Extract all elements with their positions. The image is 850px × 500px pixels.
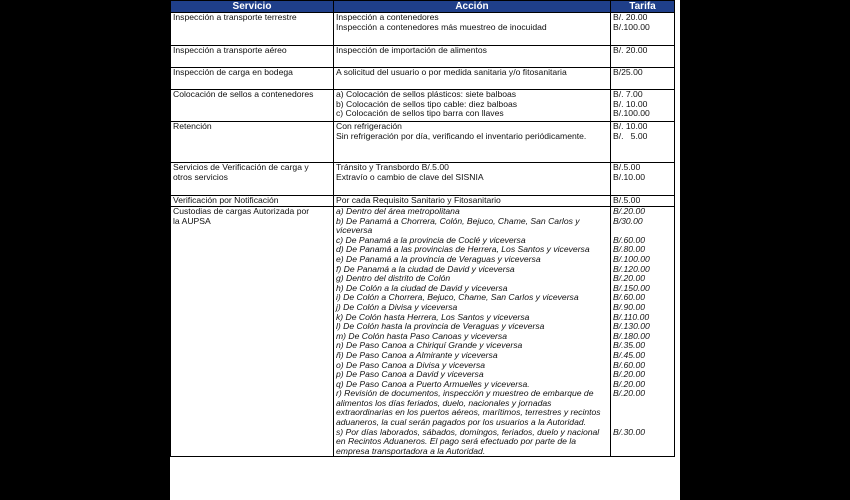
accion-text: Por cada Requisito Sanitario y Fitosanitario	[336, 196, 501, 205]
tarifa-cell	[611, 68, 675, 90]
tarifa-value: B/.100.00	[613, 22, 650, 32]
accion-cell	[334, 68, 611, 90]
accion-cell	[334, 196, 611, 207]
tarifa-value: B/.30.00	[613, 427, 646, 437]
servicio-cell	[171, 196, 334, 207]
table-row	[171, 90, 675, 122]
servicio-text: Inspección a transporte terrestre	[173, 13, 297, 22]
tarifa-cell	[611, 207, 675, 457]
servicio-cell	[171, 207, 334, 457]
accion-text: Inspección a contenedores más muestreo de inocuidad	[336, 22, 547, 32]
custodia-item: b) De Panamá a Chorrera, Colón, Bejuco, Chame, San Carlos y viceversa	[336, 215, 580, 236]
custodia-item: n) De Paso Canoa a Chiriquí Grande y viceversa	[336, 340, 523, 351]
tarifa-value: B/30.00	[613, 216, 643, 226]
servicio-cell	[171, 122, 334, 163]
custodia-item: s) Por días laborados, sábados, domingos, feriados, duelo y nacional en Recintos Aduaneros. El pago será efectuado por parte de la empresa transportadora a la Autoridad.	[336, 426, 600, 456]
custodia-item: l) De Colón hasta la provincia de Veraguas y viceversa	[336, 321, 545, 332]
tarifa-value: B/.35.00	[613, 341, 646, 351]
servicio-cell	[171, 46, 334, 68]
header-tarifa: Tarifa	[611, 1, 675, 13]
tarifa-cell	[611, 122, 675, 163]
tarifa-value: B/.110.00	[613, 312, 650, 322]
tarifa-value: B/.20.00	[613, 274, 646, 284]
tarifa-value: B/.5.00	[613, 163, 641, 172]
tarifa-value: B/.60.00	[613, 293, 646, 303]
tarifa-cell	[611, 196, 675, 207]
accion-text: b) Colocación de sellos tipo cable: diez balboas	[336, 99, 518, 109]
tarifa-value: B/. 20.00	[613, 46, 648, 55]
accion-cell	[334, 163, 611, 196]
tarifa-value: B/.150.00	[613, 283, 650, 293]
accion-text: Inspección de importación de alimentos	[336, 46, 487, 55]
accion-text: Con refrigeración	[336, 122, 402, 131]
tarifa-value: B/.5.00	[613, 196, 641, 205]
servicio-text: Retención	[173, 122, 212, 131]
tarifa-value: B/.20.00	[613, 389, 646, 399]
custodia-item: o) De Paso Canoa a Divisa y viceversa	[336, 359, 486, 370]
custodia-item: k) De Colón hasta Herrera, Los Santos y viceversa	[336, 311, 530, 322]
custodia-item: ñ) De Paso Canoa a Almirante y viceversa	[336, 349, 498, 360]
accion-text: A solicitud del usuario o por medida sanitaria y/o fitosanitaria	[336, 68, 567, 77]
accion-cell	[334, 90, 611, 122]
tarifa-value: B/.60.00	[613, 235, 646, 245]
tariff-table	[170, 0, 675, 457]
accion-cell	[334, 13, 611, 46]
servicio-text: Inspección a transporte aéreo	[173, 46, 287, 55]
tarifa-value: B/.100.00	[613, 109, 650, 119]
header-servicio: Servicio	[171, 1, 334, 13]
tarifa-value: B/. 20.00	[613, 13, 648, 22]
custodia-item: h) De Colón a la ciudad de David y viceversa	[336, 282, 508, 293]
tarifa-cell	[611, 163, 675, 196]
custodia-item: m) De Colón hasta Paso Canoas y viceversa	[336, 330, 507, 341]
tarifa-value: B/.20.00	[613, 207, 646, 216]
tarifa-value: B/. 5.00	[613, 131, 648, 141]
table-row	[171, 122, 675, 163]
tarifa-value: B/. 10.00	[613, 122, 648, 131]
custodia-item: f) De Panamá a la ciudad de David y viceversa	[336, 263, 515, 274]
servicio-cell	[171, 90, 334, 122]
servicio-text: Inspección de carga en bodega	[173, 68, 293, 77]
table-row	[171, 207, 675, 457]
accion-text: Tránsito y Transbordo B/.5.00	[336, 163, 449, 172]
accion-cell	[334, 207, 611, 457]
tarifa-value: B/25.00	[613, 68, 643, 77]
tarifa-value: B/.45.00	[613, 350, 646, 360]
custodia-item: r) Revisión de documentos, inspección y muestreo de embarque de alimentos los días feriados, duelo, nacionales y jornadas extraordinarias en los puertos aéreos, marítimos, terrestres y recintos aduaneros, la cual serán pagados por los usuarios a la Autoridad.	[336, 388, 601, 428]
accion-text: Inspección a contenedores	[336, 13, 439, 22]
servicio-text: Verificación por Notificación	[173, 196, 279, 205]
accion-text: Extravío o cambio de clave del SISNIA	[336, 172, 484, 182]
table-row	[171, 46, 675, 68]
tarifa-value: B/.10.00	[613, 172, 646, 182]
tarifa-value: B/.130.00	[613, 322, 650, 332]
tarifa-value: B/.120.00	[613, 264, 650, 274]
servicio-cell	[171, 13, 334, 46]
tarifa-value: B/.90.00	[613, 302, 646, 312]
table-row	[171, 13, 675, 46]
custodia-item: p) De Paso Canoa a David y viceversa	[336, 369, 484, 380]
header-accion: Acción	[334, 1, 611, 13]
tarifa-value: B/.180.00	[613, 331, 650, 341]
servicio-text: otros servicios	[173, 172, 228, 182]
tarifa-cell	[611, 13, 675, 46]
accion-text: c) Colocación de sellos tipo barra con llaves	[336, 109, 504, 119]
tarifa-value: B/.100.00	[613, 254, 650, 264]
accion-text: a) Colocación de sellos plásticos: siete balboas	[336, 90, 517, 99]
custodia-item: e) De Panamá a la provincia de Veraguas y viceversa	[336, 253, 541, 264]
accion-cell	[334, 122, 611, 163]
custodia-item: i) De Colón a Chorrera, Bejuco, Chame, San Carlos y viceversa	[336, 292, 579, 303]
custodia-item: g) Dentro del distrito de Colón	[336, 273, 451, 284]
servicio-text: la AUPSA	[173, 216, 211, 226]
custodia-item: q) De Paso Canoa a Puerto Armuelles y viceversa.	[336, 378, 530, 389]
tarifa-value: B/.60.00	[613, 360, 646, 370]
accion-cell	[334, 46, 611, 68]
servicio-cell	[171, 163, 334, 196]
table-row	[171, 196, 675, 207]
tarifa-value: B/. 7.00	[613, 90, 643, 99]
document-page	[170, 0, 680, 500]
servicio-text: Servicios de Verificación de carga y	[173, 163, 309, 172]
tarifa-value: B/.20.00	[613, 379, 646, 389]
servicio-text: Colocación de sellos a contenedores	[173, 90, 314, 99]
table-header-row	[171, 1, 675, 13]
table-row	[171, 163, 675, 196]
custodia-item: d) De Panamá a las provincias de Herrera, Los Santos y viceversa	[336, 244, 590, 255]
table-row	[171, 68, 675, 90]
custodia-item: c) De Panamá a la provincia de Coclé y viceversa	[336, 234, 526, 245]
servicio-cell	[171, 68, 334, 90]
tarifa-value: B/. 10.00	[613, 99, 648, 109]
tarifa-cell	[611, 90, 675, 122]
custodia-item: j) De Colón a Divisa y viceversa	[336, 301, 458, 312]
custodia-item: a) Dentro del área metropolitana	[336, 206, 460, 216]
tarifa-cell	[611, 46, 675, 68]
tarifa-value: B/.80.00	[613, 245, 646, 255]
servicio-text: Custodias de cargas Autorizada por	[173, 207, 310, 216]
accion-text: Sin refrigeración por día, verificando el inventario periódicamente.	[336, 131, 587, 141]
tarifa-value: B/.20.00	[613, 370, 646, 380]
